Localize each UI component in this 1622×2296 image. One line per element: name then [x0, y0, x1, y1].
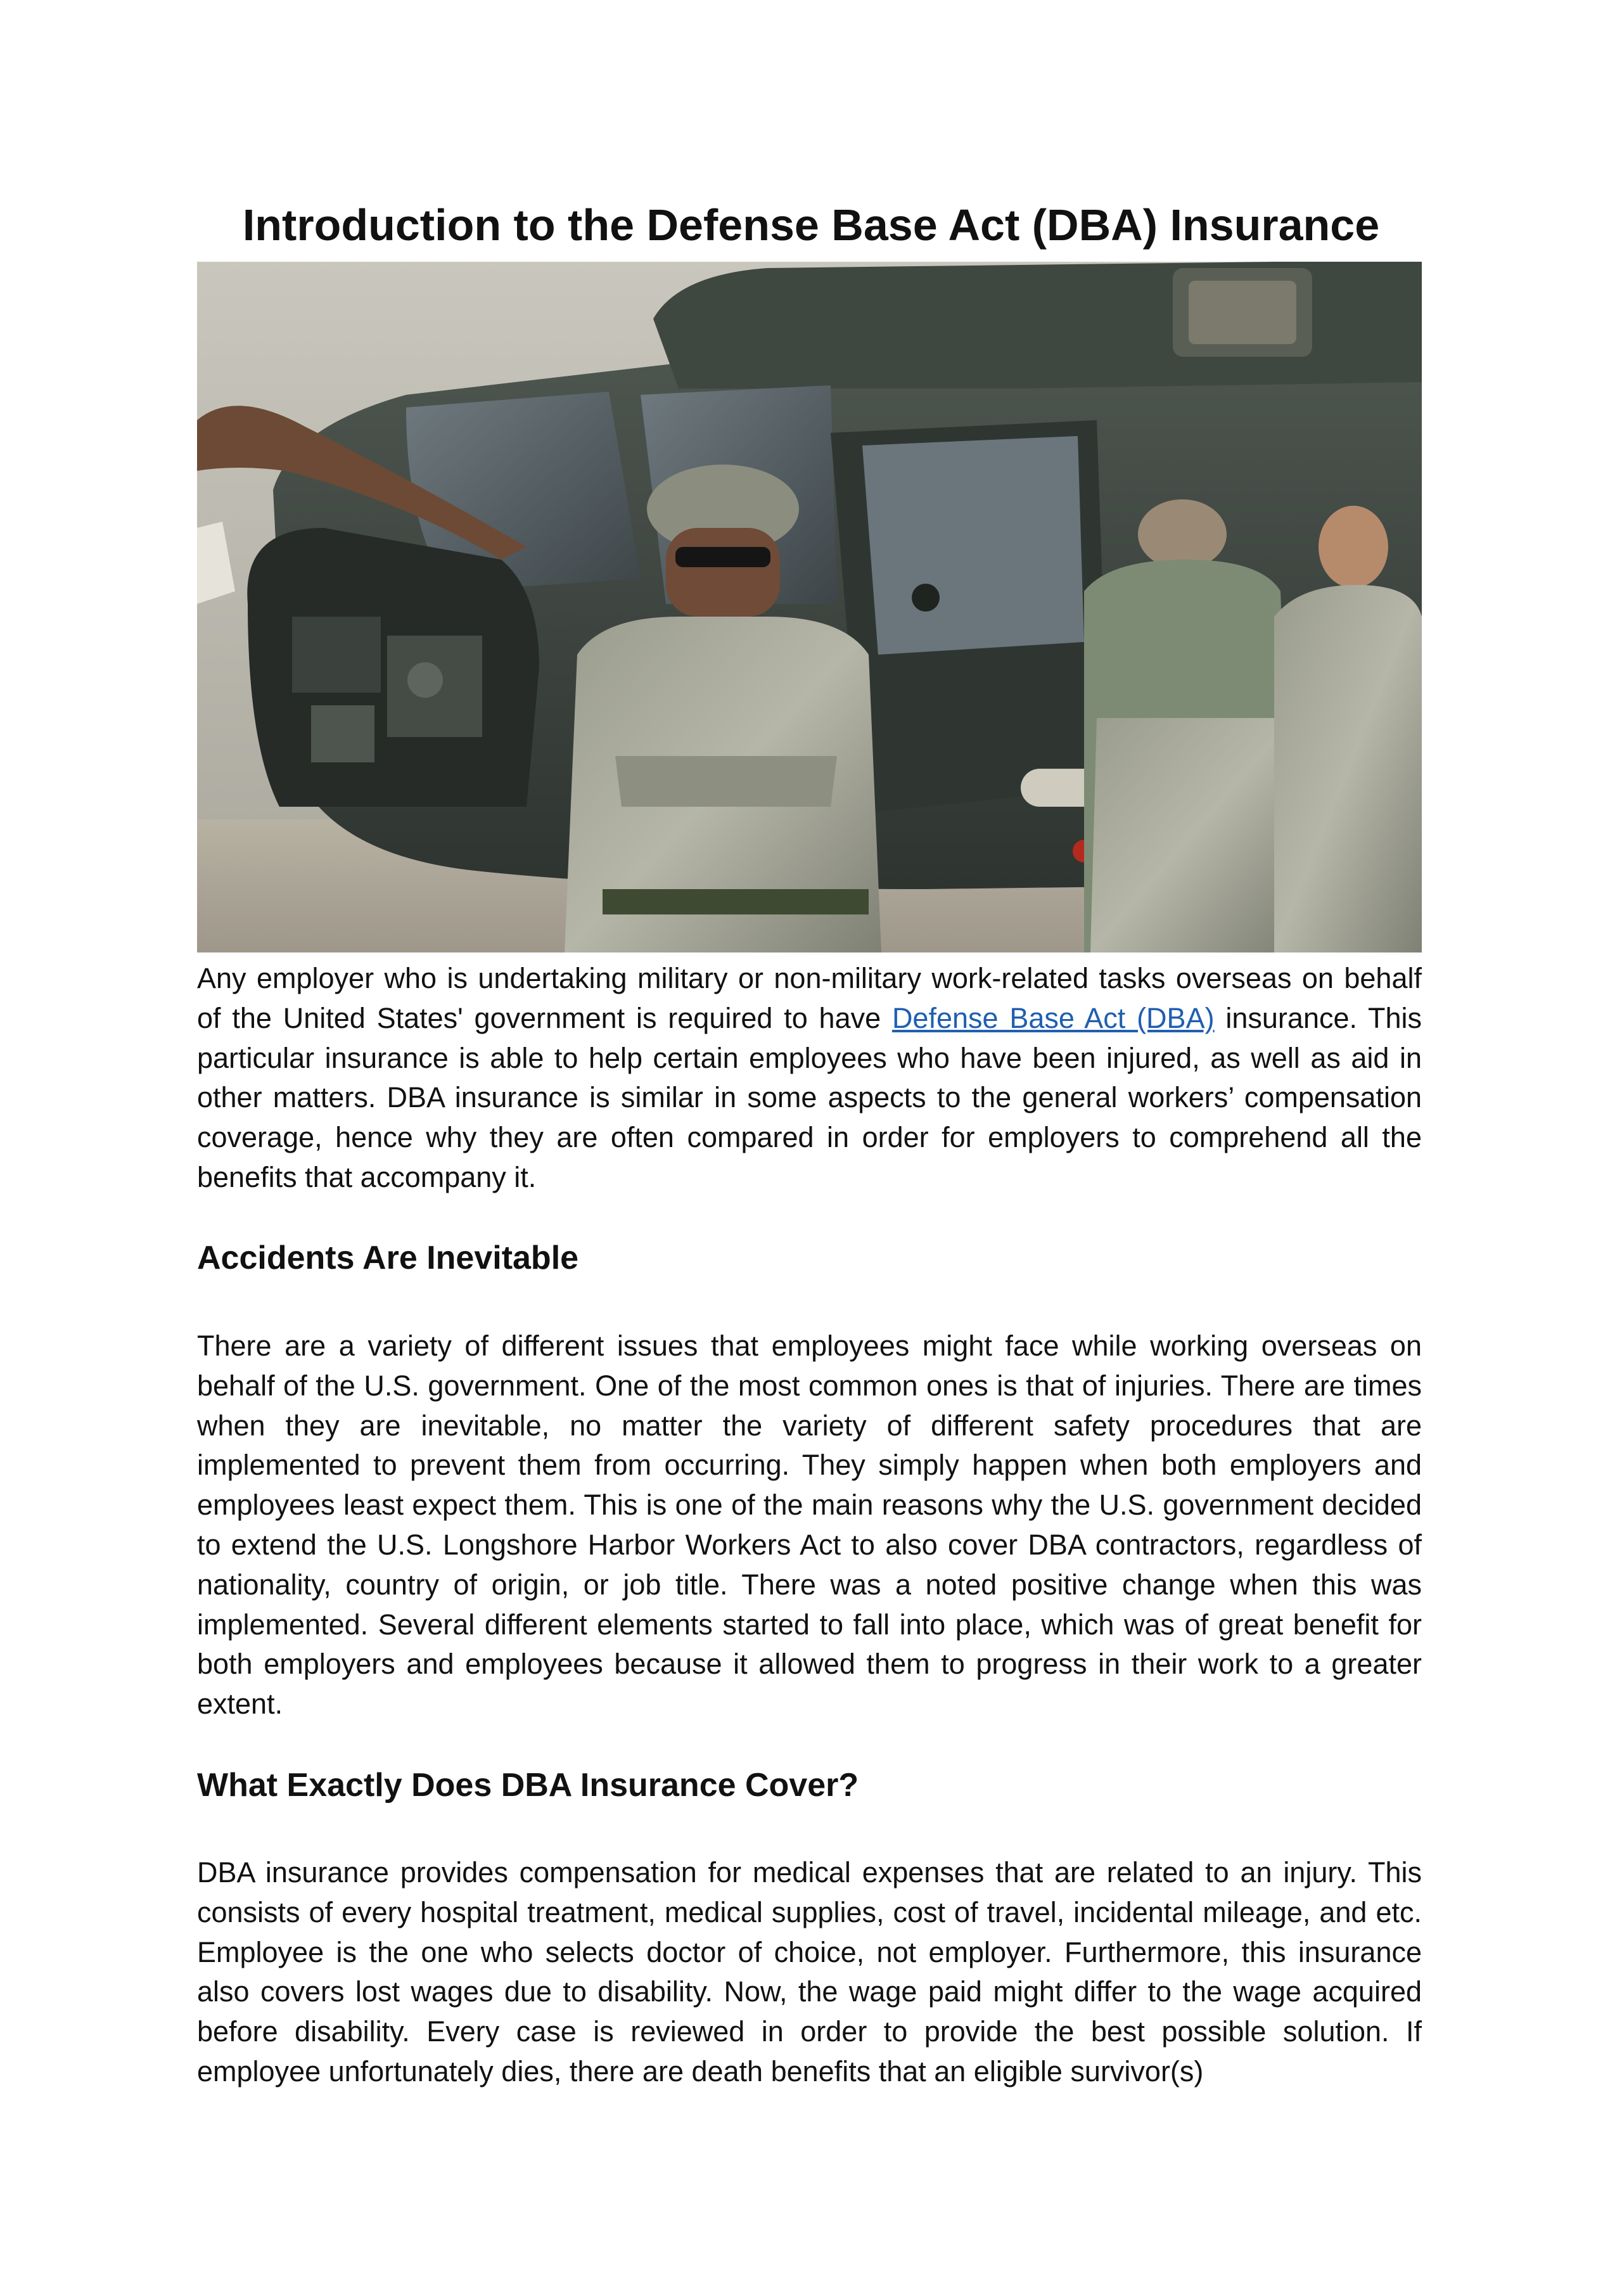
hero-photo — [197, 262, 1422, 952]
section-paragraph: DBA insurance provides compensation for medical expenses that are related to an injury. This consists of every hospital treatment, medical supplies, cost of travel, incidental mileage, and etc. Employee is the one who selects doctor of choice, not employer. Furthermore, this insurance also covers lost wages due to disability. Now, the wage paid might differ to the wage acquired before disability. Every case is reviewed in order to provide the best possible solution. If employee unfortunately dies, there are death benefits that an eligible survivor(s) — [197, 1856, 1422, 2088]
intro-text-after-link: insurance. This particular insurance is able to help certain employees who have been injured, as well as aid in other matters. DBA insurance is similar in some aspects to the general workers’ compensation coverage, hence why they are often compared in order for employers to comprehend all the benefits that accompany it. — [197, 1001, 1422, 1193]
section-heading: Accidents Are Inevitable — [197, 1240, 579, 1276]
dba-link[interactable]: Defense Base Act (DBA) — [891, 1001, 1215, 1034]
section-heading: What Exactly Does DBA Insurance Cover? — [197, 1767, 859, 1804]
page-title: Introduction to the Defense Base Act (DBA) Insurance — [242, 200, 1380, 250]
section-paragraph: There are a variety of different issues that employees might face while working overseas on behalf of the U.S. government. One of the most common ones is that of injuries. There are times when they are inevitable, no matter the variety of different safety procedures that are implemented to prevent them from occurring. They simply happen when both employers and employees least expect them. This is one of the main reasons why the U.S. government decided to extend the U.S. Longshore Harbor Workers Act to also cover DBA contractors, regardless of nationality, country of origin, or job title. There was a noted positive change when this was implemented. Several different elements started to fall into place, which was of great benefit for both employers and employees because it allowed them to progress in their work to a greater extent. — [197, 1330, 1422, 1721]
intro-text-before-link: Any employer who is undertaking military or non-military work-related tasks overseas on behalf of the United States' government is required to have — [197, 962, 1422, 1034]
intro-paragraph — [197, 959, 1422, 1198]
